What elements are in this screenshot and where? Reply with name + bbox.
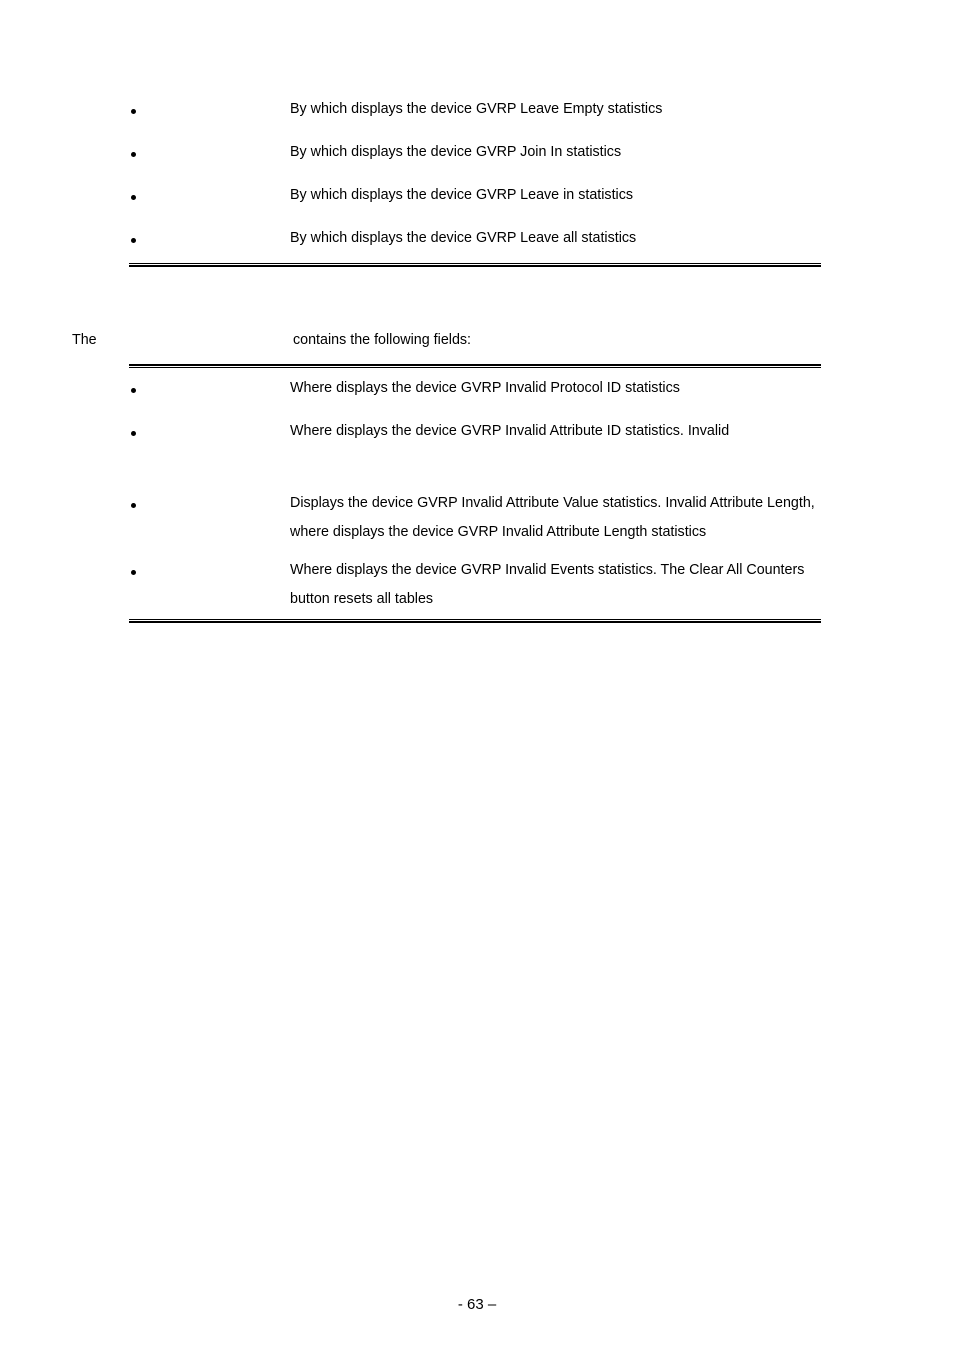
item-description: By which displays the device GVRP Join In statistics: [290, 144, 622, 160]
bullet-icon: [131, 152, 139, 160]
intro-lead: The: [72, 332, 97, 348]
bullet-icon: [131, 109, 139, 117]
bullet-icon: [131, 195, 139, 203]
item-description: By which displays the device GVRP Leave Empty statistics: [290, 101, 663, 117]
page-number: - 63 –: [457, 1296, 497, 1313]
bullet-icon: [131, 388, 139, 396]
item-description: Where displays the device GVRP Invalid Events statistics. The Clear All Counters button resets all tables: [290, 562, 805, 607]
item-description: By which displays the device GVRP Leave all statistics: [290, 230, 637, 246]
item-description: Where displays the device GVRP Invalid Attribute ID statistics. Invalid: [290, 423, 730, 439]
item-description: Displays the device GVRP Invalid Attribute Value statistics. Invalid Attribute Length, where displays the device GVRP Invalid Attribute Length statistics: [290, 495, 815, 540]
bullet-icon: [131, 431, 139, 439]
intro-trail: contains the following fields:: [293, 332, 472, 348]
table-top-rule: [129, 364, 821, 368]
bullet-icon: [131, 238, 139, 246]
item-description: By which displays the device GVRP Leave in statistics: [290, 187, 634, 203]
bullet-icon: [131, 503, 139, 511]
bullet-icon: [131, 570, 139, 578]
item-description: Where displays the device GVRP Invalid Protocol ID statistics: [290, 380, 680, 396]
table-bottom-rule: [129, 619, 821, 623]
table-bottom-rule: [129, 263, 821, 267]
